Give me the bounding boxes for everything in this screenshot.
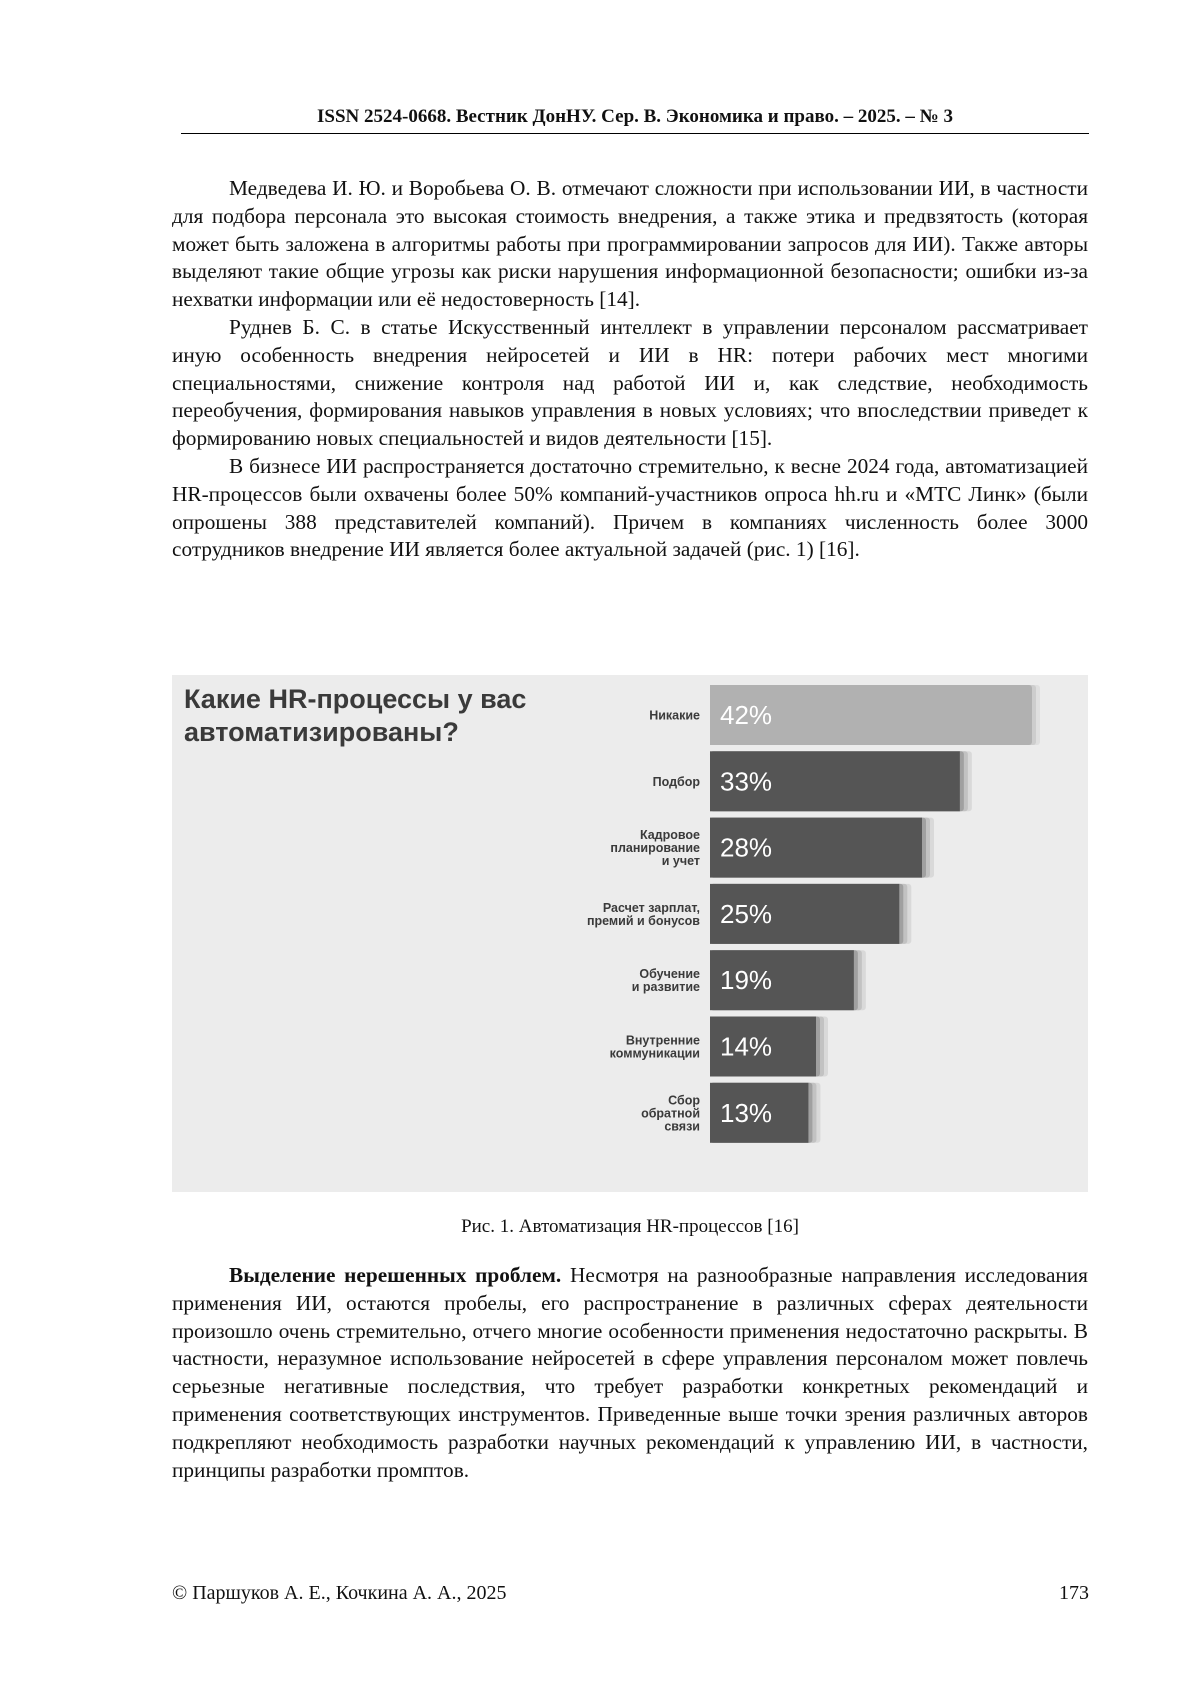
category-label <box>649 709 700 723</box>
bar-value-label: 28% <box>720 832 773 863</box>
bar-value-label: 42% <box>720 700 773 730</box>
journal-header: ISSN 2524-0668. Вестник ДонНУ. Сер. В. Экономика и право. – 2025. – № 3 <box>181 104 1089 134</box>
category-label-line: и развитие <box>631 980 700 995</box>
category-label <box>632 967 700 994</box>
paragraph: Руднев Б. С. в статье Искусственный интеллект в управлении персоналом рассматривает иную особенность внедрения нейросетей и ИИ в HR: потери рабочих мест многими специальностями, снижение контроля над работой ИИ и, как следствие, необходимость переобучения, формирования навыков управления в новых условиях; что впоследствии приведет к формированию новых специальностей и видов деятельности [15]. <box>172 314 1088 451</box>
category-label <box>641 1093 700 1133</box>
body-text-bottom <box>172 1262 1088 1484</box>
bar-value-label: 19% <box>720 965 773 996</box>
figure-caption: Рис. 1. Автоматизация HR-процессов [16] <box>461 1216 799 1237</box>
category-label-line: планирование <box>610 841 700 856</box>
category-label-line: Сбор <box>668 1093 700 1108</box>
body-text-top <box>172 175 1088 564</box>
bar-value-label: 14% <box>720 1031 773 1062</box>
category-label <box>653 775 701 789</box>
page-number: 173 <box>1059 1582 1089 1604</box>
category-label-line: премий и бонусов <box>586 913 700 928</box>
category-label-line: Расчет зарплат, <box>602 900 700 915</box>
section-text: Несмотря на разнообразные направления исследования применения ИИ, остаются пробелы, его распространение в различных сферах деятельности произошло очень стремительно, отчего многие особенности применения недостаточно раскрыты. В частности, неразумное использование нейросетей в сфере управления персоналом может повлечь серьезные негативные последствия, что требует разработки конкретных рекомендаций и применения соответствующих инструментов. Приведенные выше точки зрения различных авторов подкрепляют необходимость разработки научных рекомендаций к управлению ИИ, в частности, принципы разработки промптов. <box>172 1263 1088 1482</box>
paragraph <box>172 1262 1088 1484</box>
category-label <box>587 901 700 928</box>
figure-hr-automation-chart <box>172 675 1088 1192</box>
category-label-line: Внутренние <box>625 1033 700 1048</box>
category-label-line: Никакие <box>649 708 700 723</box>
category-label <box>610 828 700 868</box>
category-label-line: и учет <box>661 854 700 869</box>
footer-copyright: © Паршуков А. Е., Кочкина А. А., 2025 <box>172 1582 507 1604</box>
bar-value-label: 33% <box>720 766 773 797</box>
category-label-line: коммуникации <box>609 1046 700 1061</box>
bar-chart <box>172 675 1088 1192</box>
bar-value-label: 13% <box>720 1097 773 1128</box>
paragraph: В бизнесе ИИ распространяется достаточно стремительно, к весне 2024 года, автоматизацией HR-процессов были охвачены более 50% компаний-участников опроса hh.ru и «МТС Линк» (были опрошены 388 представителей компаний). Причем в компаниях численность более 3000 сотрудников внедрение ИИ является более актуальной задачей (рис. 1) [16]. <box>172 453 1088 562</box>
bar-value-label: 25% <box>720 898 773 929</box>
chart-title: Какие HR-процессы у вас автоматизированы? <box>184 684 527 747</box>
category-label-line: Подбор <box>652 774 700 789</box>
section-heading: Выделение нерешенных проблем. <box>229 1263 562 1287</box>
category-label-line: Кадровое <box>639 828 700 843</box>
category-label-line: связи <box>664 1119 700 1134</box>
category-label-line: обратной <box>641 1106 700 1121</box>
paragraph: Медведева И. Ю. и Воробьева О. В. отмечают сложности при использовании ИИ, в частности для подбора персонала это высокая стоимость внедрения, а также этика и предвзятость (которая может быть заложена в алгоритмы работы при программировании запросов для ИИ). Также авторы выделяют такие общие угрозы как риски нарушения информационной безопасности; ошибки из-за нехватки информации или её недостоверность [14]. <box>172 176 1088 312</box>
category-label <box>610 1034 700 1061</box>
category-label-line: Обучение <box>639 967 700 982</box>
